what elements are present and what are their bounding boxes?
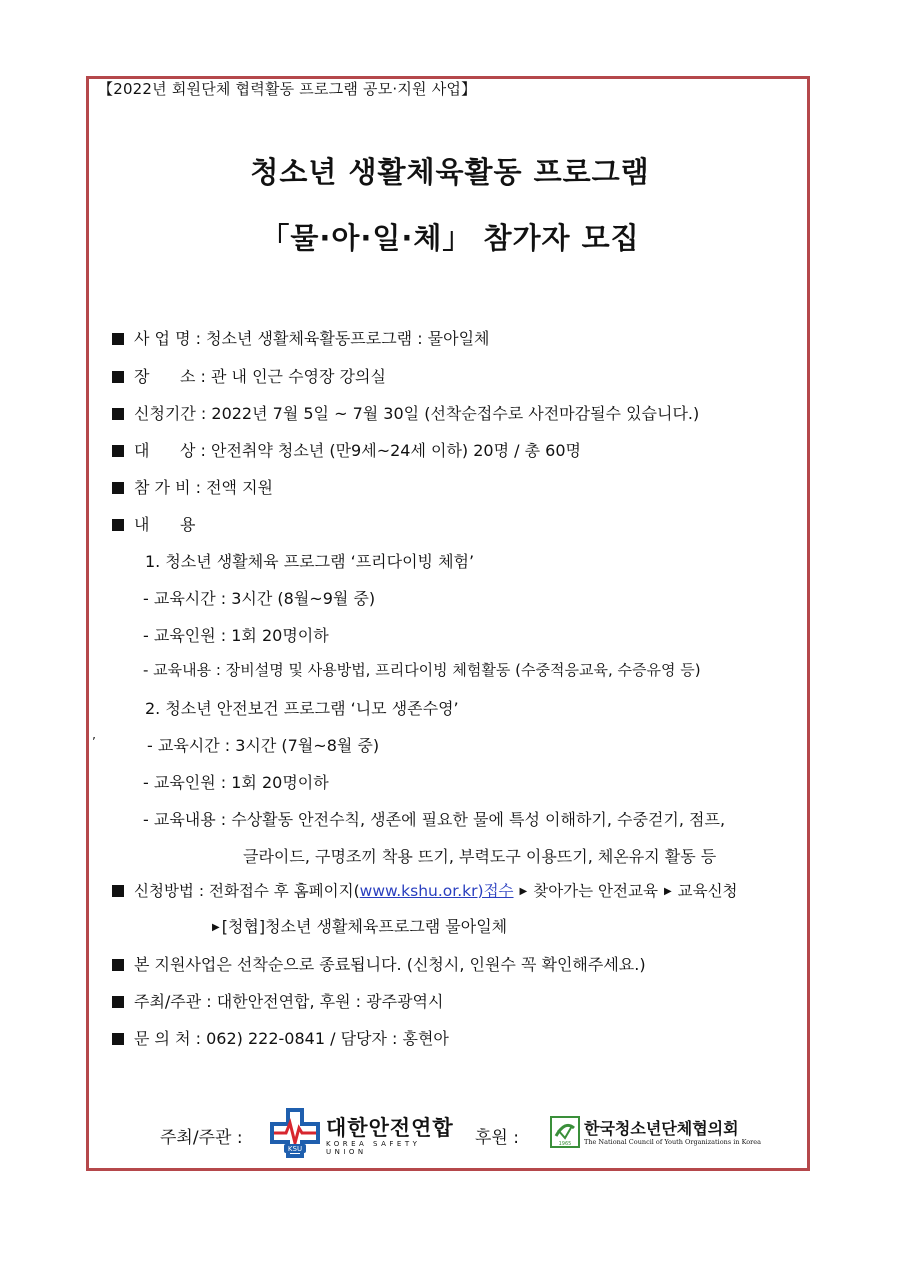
program1-time: - 교육시간 : 3시간 (8월~9월 중): [143, 589, 376, 608]
youth-council-logo: [550, 1116, 761, 1156]
program2-detail-cont: 글라이드, 구명조끼 착용 뜨기, 부력도구 이용뜨기, 체온유지 활동 등: [243, 847, 717, 866]
footer-host-label: 주최/주관 :: [160, 1128, 243, 1148]
item-notice: 본 지원사업은 선착순으로 종료됩니다. (신청시, 인원수 꼭 확인해주세요.): [112, 952, 646, 975]
stray-mark: ’: [92, 735, 96, 749]
item-apply: 신청방법 : 전화접수 후 홈페이지(www.kshu.or.kr)접수 ▶ 찾아가는 안전교육 ▶ 교육신청: [112, 879, 738, 901]
program2-people: - 교육인원 : 1회 20명이하: [143, 773, 329, 792]
triangle-right-icon: ▶: [519, 886, 528, 897]
item-contact: 문 의 처 : 062) 222-0841 / 담당자 : 홍현아: [112, 1026, 449, 1049]
program2-title: 2. 청소년 안전보건 프로그램 ‘니모 생존수영’: [145, 699, 459, 718]
program2-detail: - 교육내용 : 수상활동 안전수칙, 생존에 필요한 물에 특성 이해하기, 수중걷기, 점프,: [143, 810, 726, 829]
apply-step3: ▶ [청협]청소년 생활체육프로그램 물아일체: [212, 917, 508, 936]
item-target: 대 상 : 안전취약 청소년 (만9세~24세 이하) 20명 / 총 60명: [112, 438, 581, 461]
item-content: 내 용: [112, 512, 195, 535]
program1-title: 1. 청소년 생활체육 프로그램 ‘프리다이빙 체험’: [145, 552, 475, 571]
youth-council-name: 한국청소년단체협의회: [584, 1119, 739, 1138]
page-title: 청소년 생활체육활동 프로그램: [250, 155, 650, 189]
item-fee: 참 가 비 : 전액 지원: [112, 475, 273, 498]
ksu-emblem-icon: [268, 1108, 322, 1158]
ksu-name: 대한안전연합: [326, 1116, 454, 1140]
header-tag: 【2022년 회원단체 협력활동 프로그램 공모·지원 사업】: [98, 80, 477, 98]
triangle-right-icon: ▶: [663, 886, 672, 897]
triangle-right-icon: ▶: [212, 922, 220, 933]
ksu-logo: [268, 1108, 458, 1158]
bullet-square-icon: [112, 959, 124, 971]
item-period: 신청기간 : 2022년 7월 5일 ~ 7월 30일 (선착순접수로 사전마감될수 있습니다.): [112, 401, 699, 424]
item-project: 사 업 명 : 청소년 생활체육활동프로그램 : 물아일체: [112, 326, 490, 349]
svg-text:1965: 1965: [558, 1141, 572, 1147]
program1-detail: - 교육내용 : 장비설명 및 사용방법, 프리다이빙 체험활동 (수중적응교육, 수증유영 등): [143, 661, 701, 679]
youth-council-emblem-icon: [550, 1116, 580, 1148]
bullet-square-icon: [112, 519, 124, 531]
svg-text:KSU: KSU: [287, 1145, 303, 1153]
bullet-square-icon: [112, 333, 124, 345]
footer-sponsor-label: 후원 :: [475, 1128, 519, 1148]
program1-people: - 교육인원 : 1회 20명이하: [143, 626, 329, 645]
bullet-square-icon: [112, 445, 124, 457]
bullet-square-icon: [112, 996, 124, 1008]
bullet-square-icon: [112, 1033, 124, 1045]
homepage-link[interactable]: www.kshu.or.kr: [359, 882, 478, 900]
homepage-link-suffix[interactable]: )접수: [477, 882, 514, 900]
item-host: 주최/주관 : 대한안전연합, 후원 : 광주광역시: [112, 989, 443, 1012]
bullet-square-icon: [112, 885, 124, 897]
ksu-subtitle: KOREA SAFETY UNION: [326, 1140, 421, 1156]
item-place: 장 소 : 관 내 인근 수영장 강의실: [112, 364, 386, 387]
program2-time: - 교육시간 : 3시간 (7월~8월 중): [147, 736, 380, 755]
bullet-square-icon: [112, 482, 124, 494]
bullet-square-icon: [112, 408, 124, 420]
youth-council-subtitle: The National Council of Youth Organizations in Korea: [584, 1138, 761, 1146]
bullet-square-icon: [112, 371, 124, 383]
page-subtitle: 「물·아·일·체」 참가자 모집: [260, 221, 640, 255]
